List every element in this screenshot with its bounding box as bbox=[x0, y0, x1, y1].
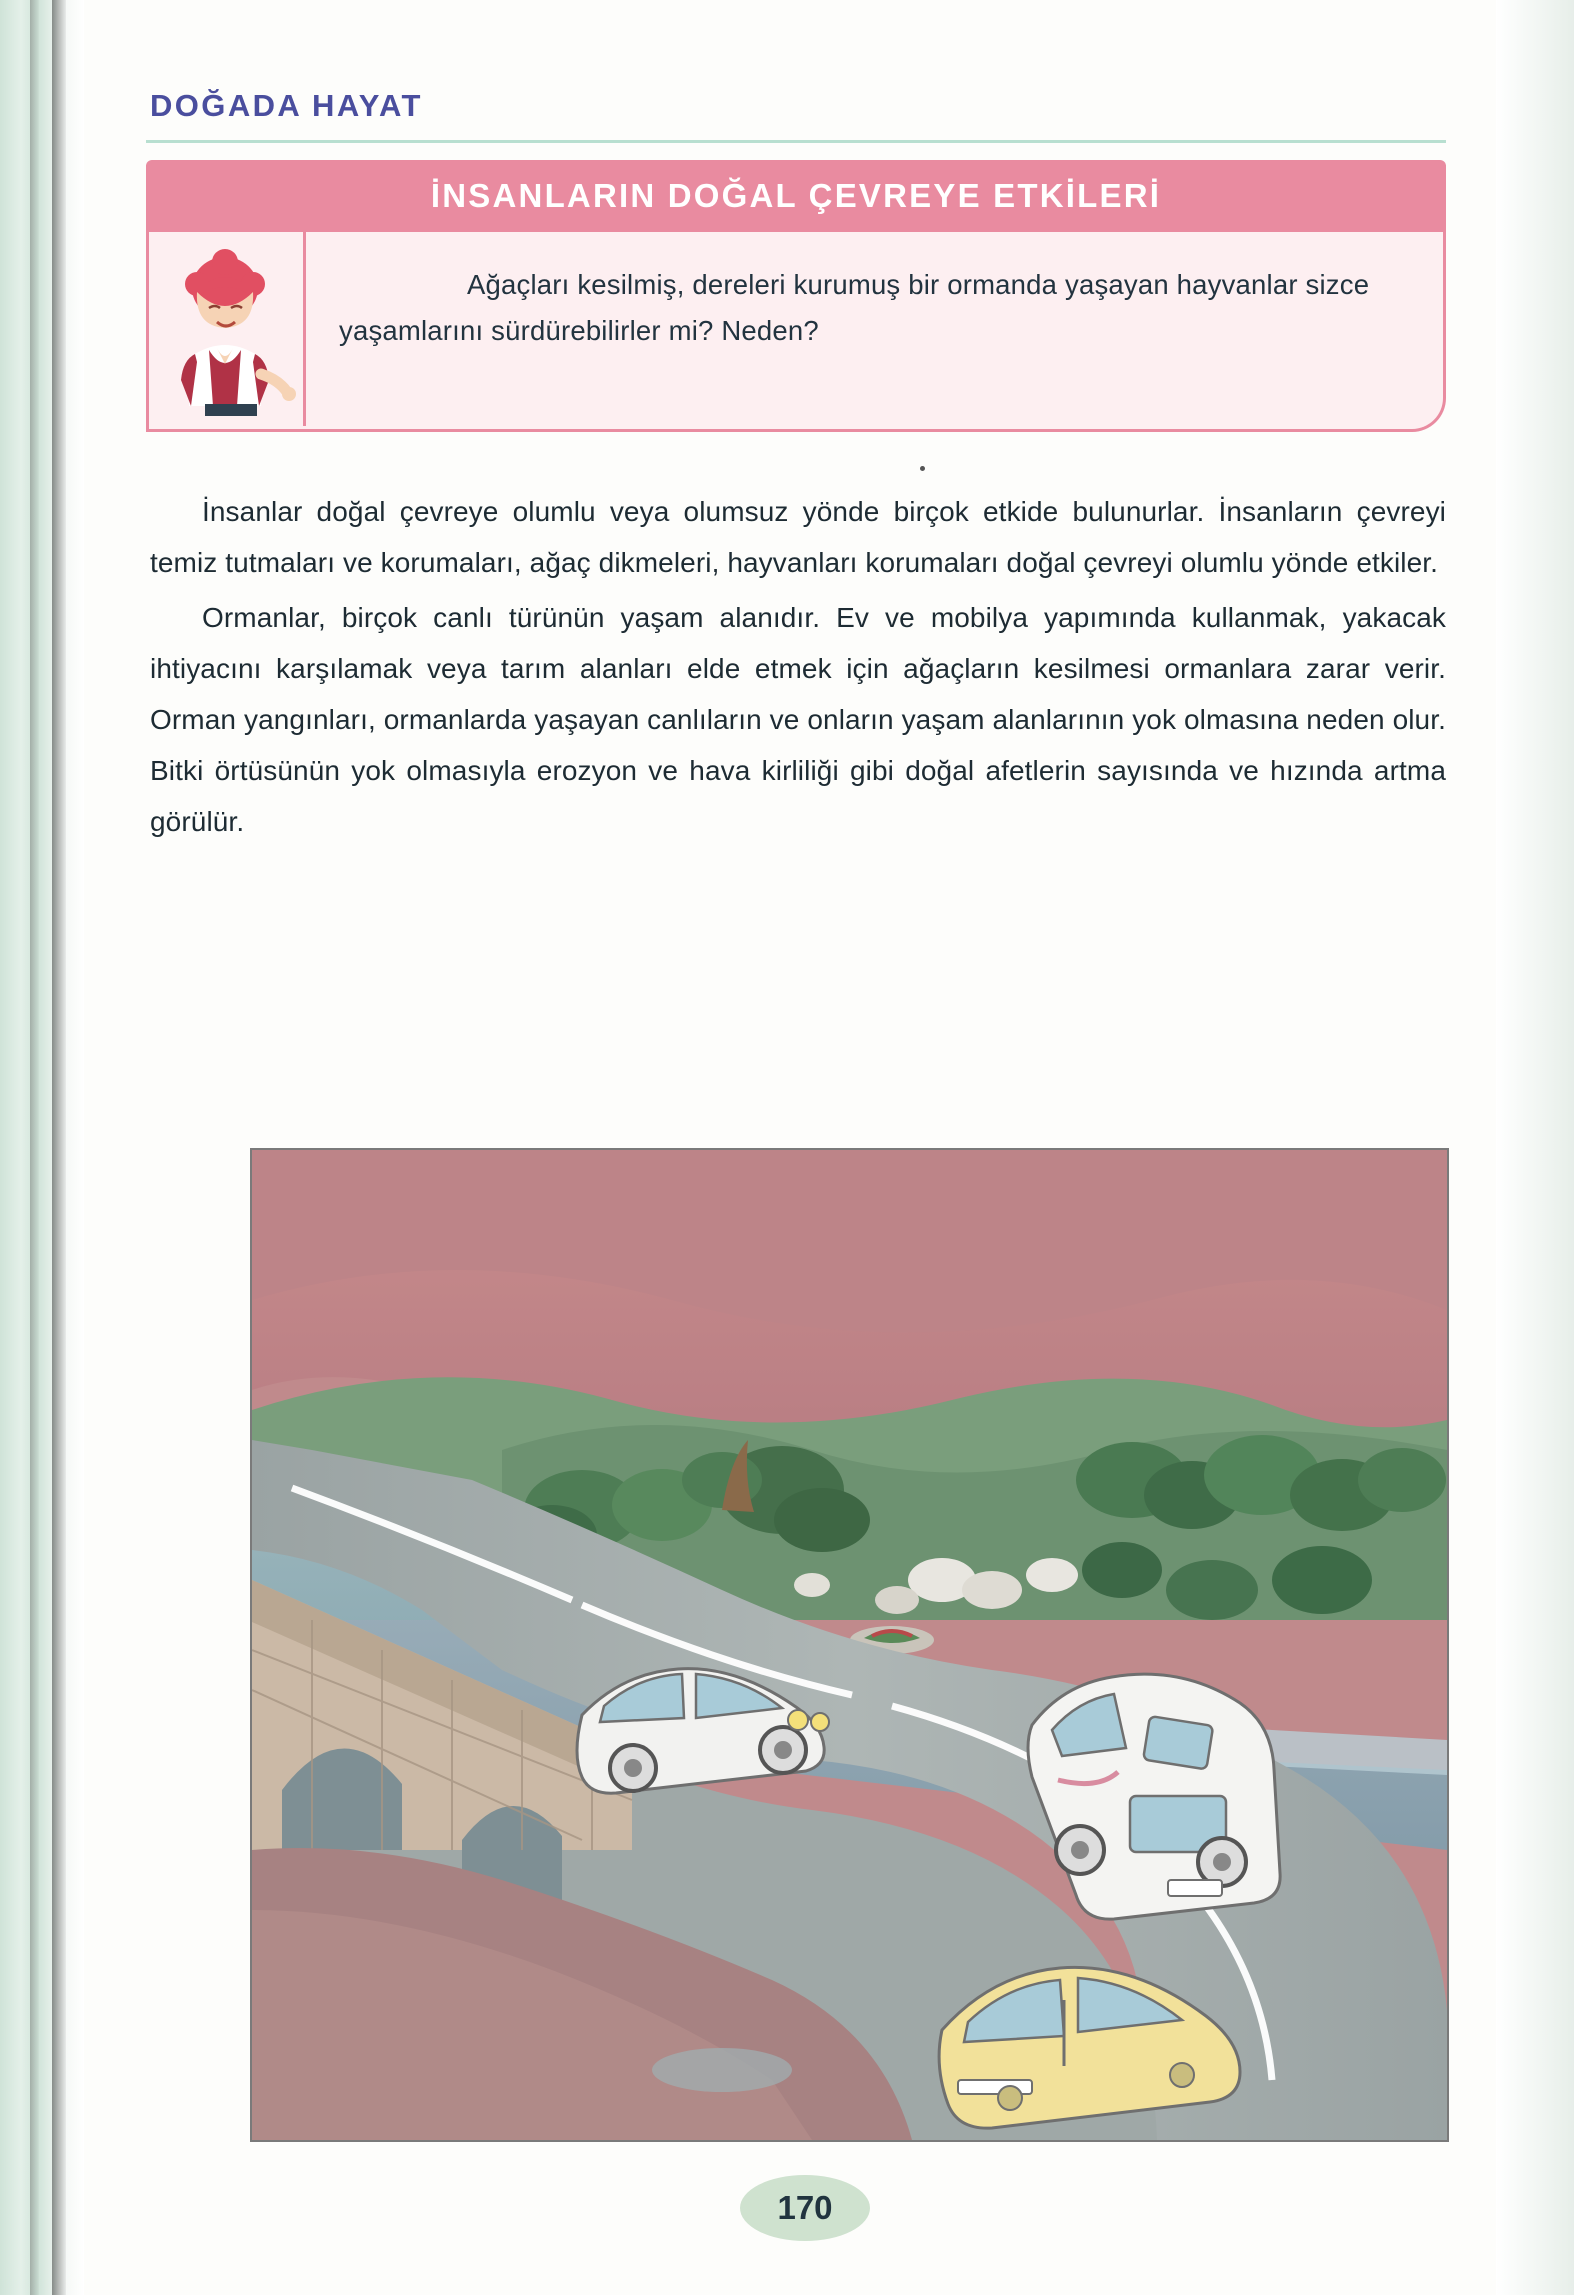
question-divider bbox=[303, 232, 306, 426]
body-text bbox=[150, 486, 1446, 851]
book-gutter-right bbox=[1496, 0, 1574, 2295]
book-spine-shadow bbox=[52, 0, 66, 2295]
question-text bbox=[339, 262, 1409, 354]
section-title: İNSANLARIN DOĞAL ÇEVREYE ETKİLERİ bbox=[430, 177, 1162, 214]
paragraph-1: İnsanlar doğal çevreye olumlu veya olumsuz yönde birçok etkide bulunurlar. İnsanların çevreyi temiz tutmaları ve korumaları, ağaç dikmeleri, hayvanları korumaları doğal çevreyi olumlu yönde etkiler. bbox=[150, 496, 1446, 578]
book-gutter-left bbox=[0, 0, 84, 2295]
roadside-landscape-illustration bbox=[252, 1150, 1447, 2140]
teacher-character-icon bbox=[161, 244, 301, 416]
stray-ink-mark bbox=[920, 466, 925, 471]
page-number: 170 bbox=[777, 2189, 833, 2226]
page-number-badge bbox=[740, 2175, 870, 2241]
page-content bbox=[140, 0, 1460, 2295]
question-callout bbox=[146, 232, 1446, 432]
unit-title: DOĞADA HAYAT bbox=[150, 88, 423, 123]
book-spine-shadow-outer bbox=[30, 0, 39, 2295]
unit-title-divider bbox=[146, 140, 1446, 143]
illustration-figure bbox=[250, 1148, 1449, 2142]
question-body: Ağaçları kesilmiş, dereleri kurumuş bir ormanda yaşayan hayvanlar sizce yaşamlarını sürdürebilirler mi? Neden? bbox=[339, 269, 1370, 346]
section-title-banner bbox=[146, 160, 1446, 232]
paragraph-2: Ormanlar, birçok canlı türünün yaşam alanıdır. Ev ve mobilya yapımında kullanmak, yakacak ihtiyacını karşılamak veya tarım alanları elde etmek için ağaçların kesilmesi ormanlara zarar verir. Orman yangınları, ormanlarda yaşayan canlıların ve onların yaşam alanlarının yok olmasına neden olur. Bitki örtüsünün yok olmasıyla erozyon ve hava kirliliği gibi doğal afetlerin sayısında ve hızında artma görülür. bbox=[150, 602, 1446, 837]
